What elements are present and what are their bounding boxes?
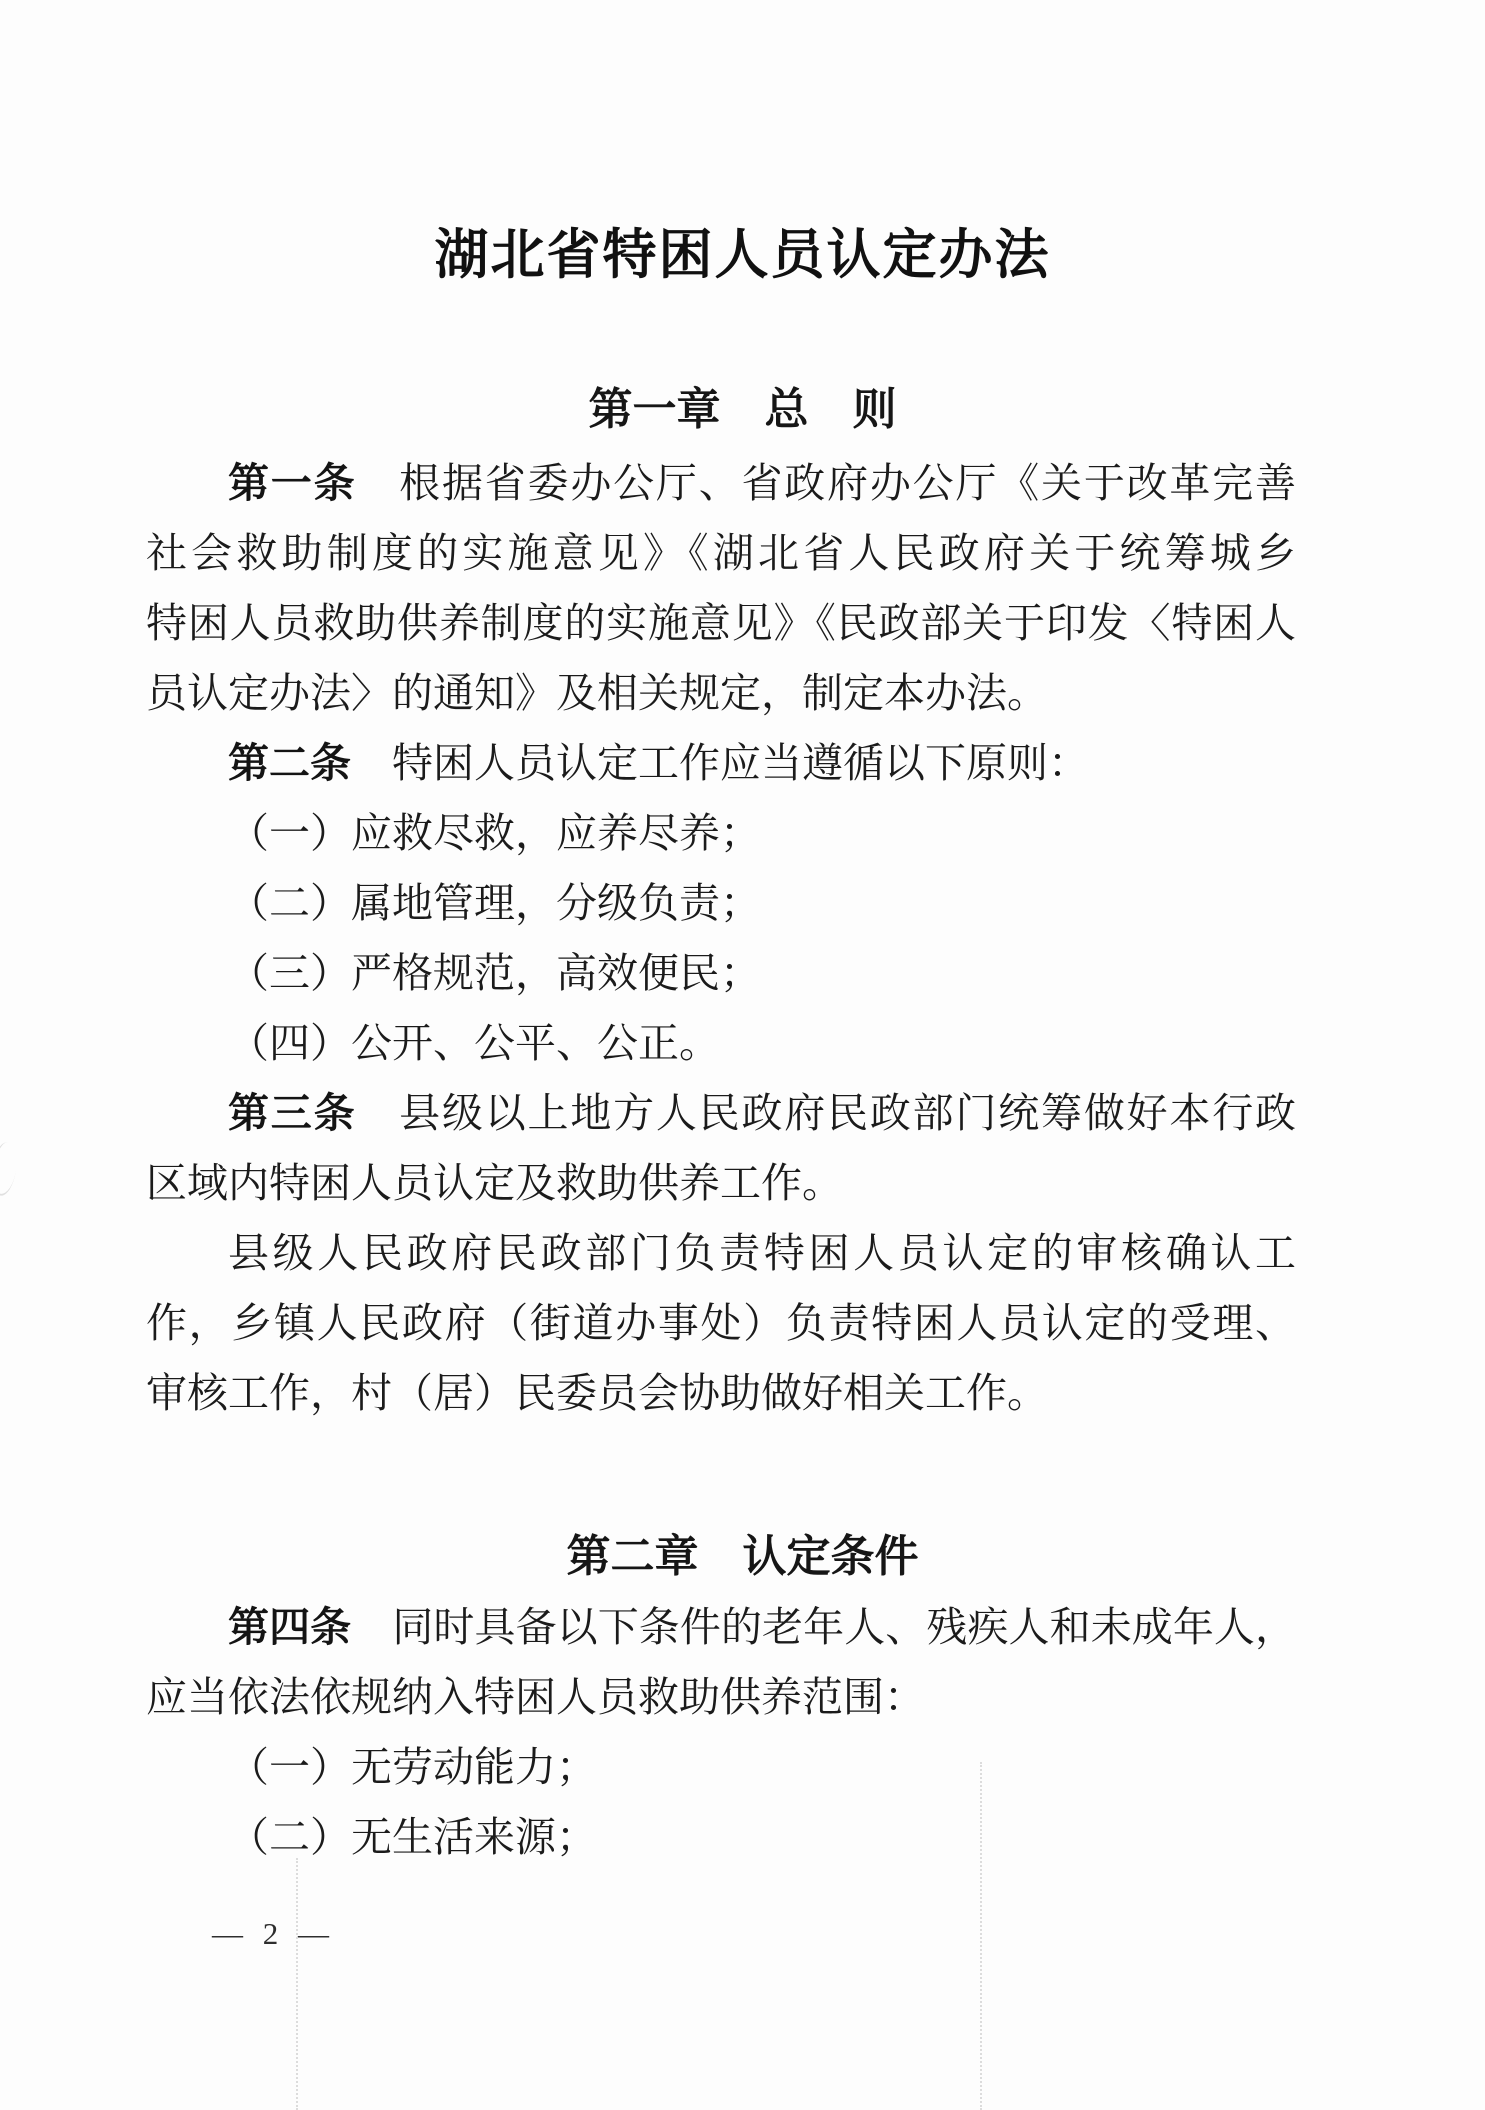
line-text: （一）无劳动能力； bbox=[228, 1744, 597, 1790]
text-line bbox=[146, 1148, 1296, 1218]
line-text: （四）公开、公平、公正。 bbox=[228, 1020, 720, 1066]
line-text: 员认定办法〉的通知》及相关规定，制定本办法。 bbox=[146, 670, 1048, 716]
chapter-2-body bbox=[146, 1592, 1296, 1872]
scan-artifact-line bbox=[296, 1858, 298, 2110]
scan-artifact-line bbox=[980, 1762, 982, 2110]
line-text: 根据省委办公厅、省政府办公厅《关于改革完善 bbox=[356, 460, 1296, 506]
text-line bbox=[146, 1592, 1296, 1662]
chapter-1-body bbox=[146, 448, 1296, 1428]
line-text: （二）属地管理，分级负责； bbox=[228, 880, 761, 926]
line-text: 区域内特困人员认定及救助供养工作。 bbox=[146, 1160, 843, 1206]
text-line bbox=[146, 518, 1296, 588]
page-number: — 2 — bbox=[212, 1916, 335, 1951]
text-line bbox=[146, 1218, 1296, 1288]
line-text: 特困人员认定工作应当遵循以下原则： bbox=[351, 740, 1089, 786]
line-text: 作，乡镇人民政府（街道办事处）负责特困人员认定的受理、 bbox=[146, 1300, 1296, 1346]
text-line bbox=[146, 1662, 1296, 1732]
document-title: 湖北省特困人员认定办法 bbox=[434, 225, 1051, 285]
line-text: 同时具备以下条件的老年人、残疾人和未成年人， bbox=[351, 1604, 1296, 1650]
text-line bbox=[146, 1732, 1296, 1802]
line-text: 县级人民政府民政部门负责特困人员认定的审核确认工 bbox=[228, 1230, 1296, 1276]
line-text: 应当依法依规纳入特困人员救助供养范围： bbox=[146, 1674, 925, 1720]
article-number: 第三条 bbox=[228, 1090, 357, 1136]
text-line bbox=[146, 1008, 1296, 1078]
scan-artifact-mark bbox=[0, 1141, 20, 1198]
line-text: （二）无生活来源； bbox=[228, 1814, 597, 1860]
text-line bbox=[146, 448, 1296, 518]
line-text: 社会救助制度的实施意见》《湖北省人民政府关于统筹城乡 bbox=[146, 530, 1296, 576]
text-line bbox=[146, 1288, 1296, 1358]
chapter-heading-1: 第一章 总 则 bbox=[588, 385, 897, 434]
text-line bbox=[146, 658, 1296, 728]
line-text: （三）严格规范，高效便民； bbox=[228, 950, 761, 996]
article-number: 第一条 bbox=[228, 460, 357, 506]
text-line bbox=[146, 1802, 1296, 1872]
text-line bbox=[146, 1078, 1296, 1148]
text-line bbox=[146, 868, 1296, 938]
article-number: 第二条 bbox=[228, 740, 351, 786]
line-text: 特困人员救助供养制度的实施意见》《民政部关于印发〈特困人 bbox=[146, 600, 1296, 646]
line-text: 县级以上地方人民政府民政部门统筹做好本行政 bbox=[356, 1090, 1296, 1136]
text-line bbox=[146, 588, 1296, 658]
chapter-heading-2: 第二章 认定条件 bbox=[566, 1532, 919, 1581]
text-line bbox=[146, 798, 1296, 868]
text-line bbox=[146, 728, 1296, 798]
line-text: （一）应救尽救，应养尽养； bbox=[228, 810, 761, 856]
text-line bbox=[146, 938, 1296, 1008]
line-text: 审核工作，村（居）民委员会协助做好相关工作。 bbox=[146, 1370, 1048, 1416]
text-line bbox=[146, 1358, 1296, 1428]
article-number: 第四条 bbox=[228, 1604, 352, 1650]
